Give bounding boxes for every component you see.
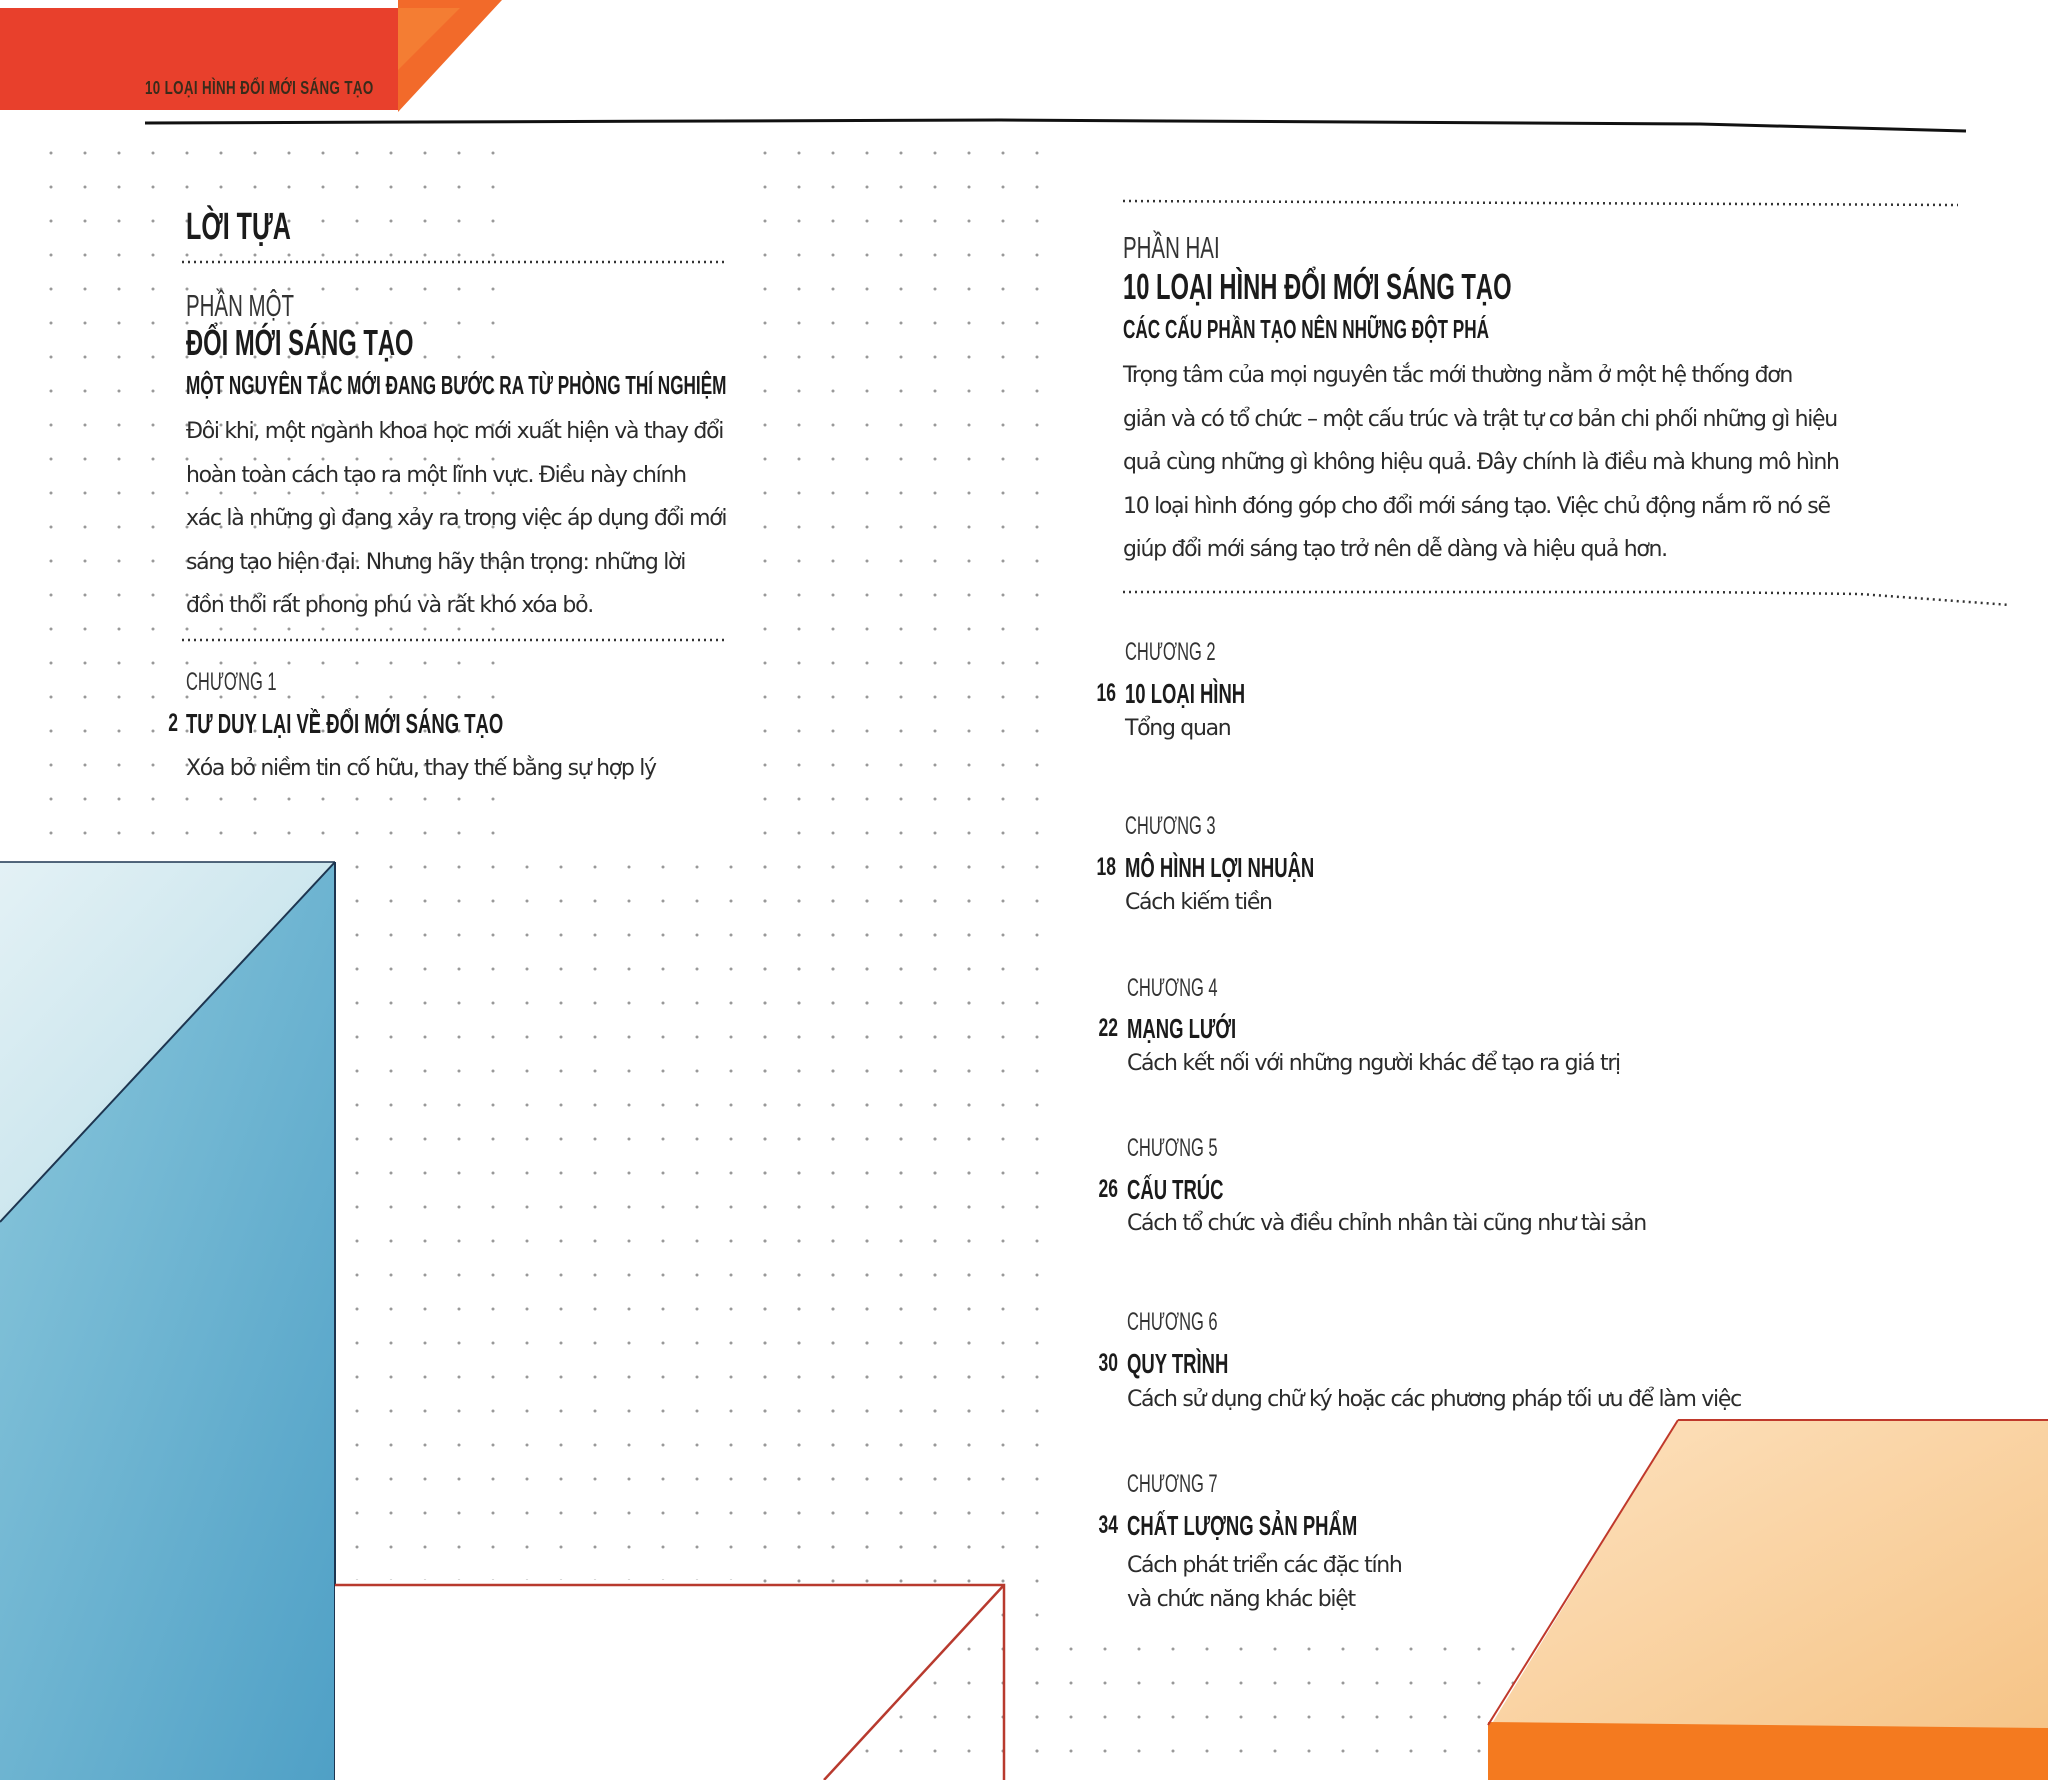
chapter-4-page-number: 22	[1098, 1014, 1118, 1042]
chapter-1-label: CHƯƠNG 1	[186, 668, 277, 696]
running-head: 10 LOẠI HÌNH ĐỔI MỚI SÁNG TẠO	[145, 78, 374, 98]
chapter-5-description: Cách tổ chức và điều chỉnh nhân tài cũng như tài sản	[1127, 1211, 1646, 1236]
chapter-2-label: CHƯƠNG 2	[1125, 638, 1216, 666]
intro-line: quả cùng những gì không hiệu quả. Đây chính là điều mà khung mô hình	[1123, 450, 1839, 475]
intro-line: Trọng tâm của mọi nguyên tắc mới thường nằm ở một hệ thống đơn	[1123, 363, 1793, 388]
dot-grid-lower	[335, 840, 1000, 1580]
part-two-label: PHẦN HAI	[1123, 230, 1220, 265]
chapter-1-title[interactable]: TƯ DUY LẠI VỀ ĐỔI MỚI SÁNG TẠO	[186, 708, 504, 739]
part-one-subtitle: MỘT NGUYÊN TẮC MỚI ĐANG BƯỚC RA TỪ PHÒNG THÍ NGHIỆM	[186, 370, 727, 400]
part-two-title[interactable]: 10 LOẠI HÌNH ĐỔI MỚI SÁNG TẠO	[1123, 266, 1512, 307]
part-one-intro	[186, 410, 726, 628]
chapter-6-title[interactable]: QUY TRÌNH	[1127, 1348, 1229, 1379]
intro-line: 10 loại hình đóng góp cho đổi mới sáng tạo. Việc chủ động nắm rõ nó sẽ	[1123, 493, 1830, 519]
chapter-1-description: Xóa bỏ niềm tin cố hữu, thay thế bằng sự hợp lý	[186, 756, 656, 781]
part-two-intro	[1123, 354, 1839, 572]
chapter-5-label: CHƯƠNG 5	[1127, 1134, 1218, 1162]
intro-line: giản và có tổ chức – một cấu trúc và trật tự cơ bản chi phối những gì hiệu	[1123, 406, 1837, 432]
chapter-7-title[interactable]: CHẤT LƯỢNG SẢN PHẨM	[1127, 1510, 1358, 1541]
chapter-6-page-number: 30	[1098, 1349, 1118, 1377]
preface-heading[interactable]: LỜI TỰA	[186, 206, 291, 248]
chapter-6-label: CHƯƠNG 6	[1127, 1308, 1218, 1336]
chapter-2-page-number: 16	[1096, 679, 1116, 707]
dot-grid-right-bottom	[1030, 1620, 1550, 1770]
chapter-2-title[interactable]: 10 LOẠI HÌNH	[1125, 678, 1246, 709]
description-line: Cách phát triển các đặc tính	[1127, 1553, 1402, 1578]
intro-line: hoàn toàn cách tạo ra một lĩnh vực. Điều này chính	[186, 462, 686, 488]
description-line: và chức năng khác biệt	[1127, 1587, 1355, 1612]
blue-block	[0, 862, 335, 1780]
intro-line: đồn thổi rất phong phú và rất khó xóa bỏ.	[186, 593, 593, 618]
chapter-3-title[interactable]: MÔ HÌNH LỢI NHUẬN	[1125, 852, 1315, 883]
chapter-5-page-number: 26	[1098, 1175, 1118, 1203]
chapter-1-page-number: 2	[168, 709, 178, 737]
chapter-7-page-number: 34	[1098, 1511, 1118, 1539]
intro-line: giúp đổi mới sáng tạo trở nên dễ dàng và hiệu quả hơn.	[1123, 537, 1667, 562]
chapter-4-label: CHƯƠNG 4	[1127, 974, 1218, 1002]
chapter-2-description: Tổng quan	[1125, 716, 1231, 741]
chapter-7-label: CHƯƠNG 7	[1127, 1470, 1218, 1498]
chapter-7-description	[1127, 1549, 1402, 1617]
part-one-title[interactable]: ĐỔI MỚI SÁNG TẠO	[186, 322, 414, 363]
intro-line: Đôi khi, một ngành khoa học mới xuất hiện và thay đổi	[186, 419, 724, 444]
peach-block	[1488, 1420, 2048, 1780]
intro-line: sáng tạo hiện đại. Nhưng hãy thận trọng: những lời	[186, 549, 686, 575]
chapter-3-description: Cách kiếm tiền	[1125, 890, 1272, 915]
chapter-4-description: Cách kết nối với những người khác để tạo ra giá trị	[1127, 1051, 1620, 1076]
part-two-subtitle: CÁC CẤU PHẦN TẠO NÊN NHỮNG ĐỘT PHÁ	[1123, 314, 1490, 344]
chapter-5-title[interactable]: CẤU TRÚC	[1127, 1174, 1224, 1205]
chapter-3-label: CHƯƠNG 3	[1125, 812, 1216, 840]
part-one-label: PHẦN MỘT	[186, 288, 294, 323]
intro-line: xác là những gì đang xảy ra trong việc áp dụng đổi mới	[186, 506, 727, 531]
chapter-3-page-number: 18	[1096, 853, 1116, 881]
chapter-6-description: Cách sử dụng chữ ký hoặc các phương pháp tối ưu để làm việc	[1127, 1387, 1741, 1412]
chapter-4-title[interactable]: MẠNG LƯỚI	[1127, 1013, 1237, 1044]
